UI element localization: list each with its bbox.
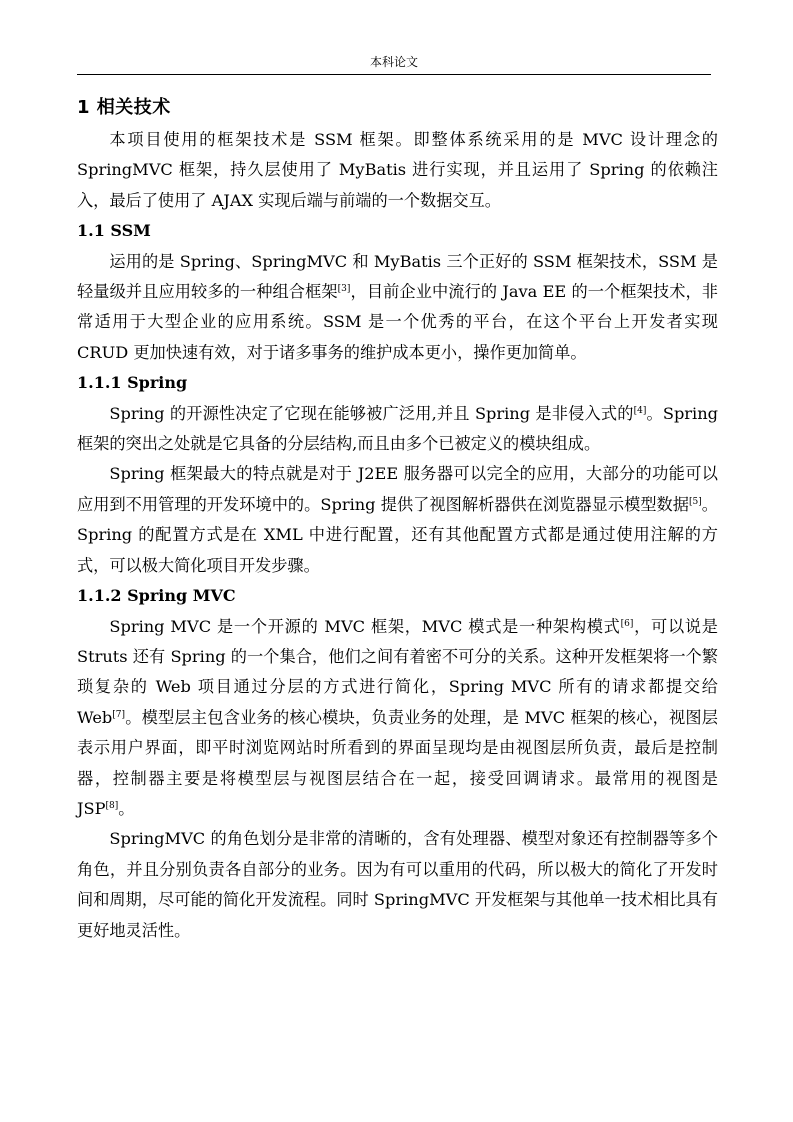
- paragraph-ssm: [77, 247, 718, 369]
- section-heading-1: 1 相关技术: [77, 97, 171, 118]
- paragraph-springmvc-1-text-b: ，可以说是 Struts 还有 Spring 的一个集合，他们之间有着密不可分的关系。这种开发框架将一个繁琐复杂的 Web 项目通过分层的方式进行简化，Spring MVC 所有的请求都提交给 Web: [77, 616, 718, 727]
- citation-3: [3]: [337, 284, 351, 295]
- paragraph-intro: 本项目使用的框架技术是 SSM 框架。即整体系统采用的是 MVC 设计理念的 SpringMVC 框架，持久层使用了 MyBatis 进行实现，并且运用了 Spring 的依赖注入，最后了使用了 AJAX 实现后端与前端的一个数据交互。: [77, 130, 718, 210]
- page-body: [77, 91, 718, 946]
- paragraph-ssm-text-b: ，目前企业中流行的 Java EE 的一个框架技术，非常适用于大型企业的应用系统。SSM 是一个优秀的平台，在这个平台上开发者实现 CRUD 更加快速有效，对于诸多事务的维护成本更小，操作更加简单。: [77, 282, 718, 362]
- citation-7: [7]: [112, 709, 126, 720]
- paragraph-spring-2-text-b: 。Spring 的配置方式是在 XML 中进行配置，还有其他配置方式都是通过使用注解的方式，可以极大简化项目开发步骤。: [77, 494, 718, 575]
- section-heading-1-1: 1.1 SSM: [77, 221, 151, 241]
- citation-4: [4]: [633, 405, 647, 416]
- section-heading-1-1-2: 1.1.2 Spring MVC: [77, 586, 236, 606]
- paragraph-spring-2-text-a: Spring 框架最大的特点就是对于 J2EE 服务器可以完全的应用，大部分的功能可以应用到不用管理的开发环境中的。Spring 提供了视图解析器供在浏览器显示模型数据: [77, 464, 718, 514]
- paragraph-springmvc-1-text-d: 。: [118, 798, 135, 818]
- running-header: 本科论文: [369, 55, 418, 69]
- paragraph-springmvc-1-text-c: 。模型层主包含业务的核心模块，负责业务的处理，是 MVC 框架的核心，视图层表示用户界面，即平时浏览网站时所看到的界面呈现均是由视图层所负责，最后是控制器，控制器主要是将模型层与视图层结合在一起，接受回调请求。最常用的视图是 JSP: [77, 707, 718, 818]
- paragraph-spring-1-text-b: 。Spring 框架的突出之处就是它具备的分层结构,而且由多个已被定义的模块组成。: [77, 403, 719, 454]
- header-rule: [77, 74, 711, 75]
- paragraph-ssm-text-a: 运用的是 Spring、SpringMVC 和 MyBatis 三个正好的 SSM 框架技术，SSM 是轻量级并且应用较多的一种组合框架: [77, 251, 718, 302]
- paragraph-spring-1-text-a: Spring 的开源性决定了它现在能够被广泛用,并且 Spring 是非侵入式的: [109, 403, 634, 423]
- section-heading-1-1-1: 1.1.1 Spring: [77, 373, 188, 393]
- paragraph-spring-2: [77, 459, 718, 581]
- citation-8: [8]: [105, 800, 119, 811]
- paragraph-springmvc-1-text-a: Spring MVC 是一个开源的 MVC 框架，MVC 模式是一种架构模式: [109, 616, 621, 636]
- paragraph-springmvc-1: [77, 612, 718, 825]
- paragraph-spring-1: [77, 399, 718, 460]
- citation-6: [6]: [620, 618, 634, 629]
- citation-5: [5]: [689, 496, 702, 507]
- paragraph-springmvc-2: SpringMVC 的角色划分是非常的清晰的，含有处理器、模型对象还有控制器等多个角色，并且分别负责各自部分的业务。因为有可以重用的代码，所以极大的简化了开发时间和周期，尽可能的简化开发流程。同时 SpringMVC 开发框架与其他单一技术相比具有更好地灵活性。: [77, 829, 718, 940]
